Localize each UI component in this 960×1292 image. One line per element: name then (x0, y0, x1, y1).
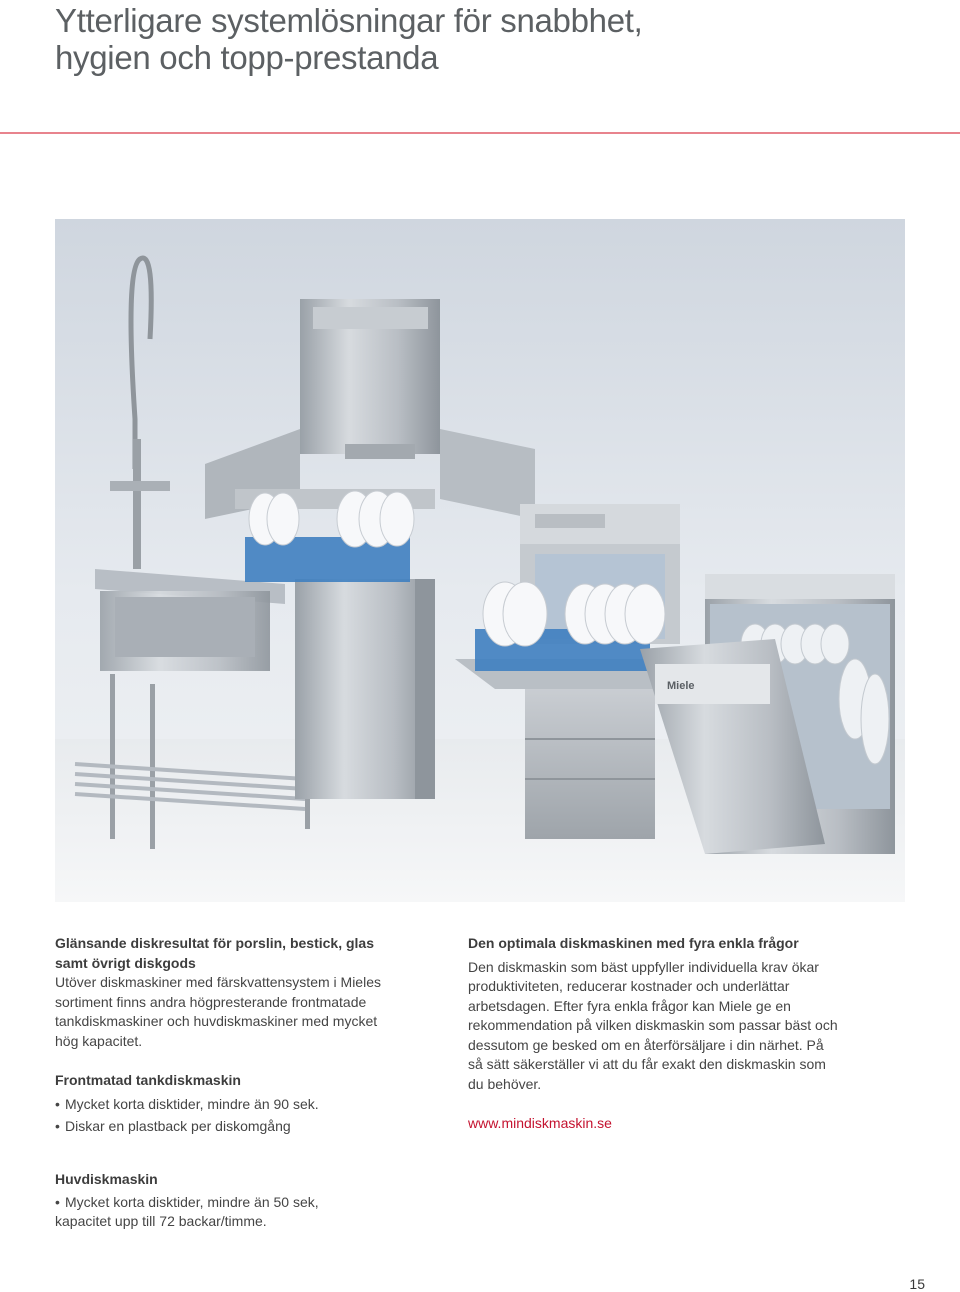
header-rule (0, 132, 960, 134)
bullet-icon: • (55, 1193, 60, 1210)
bottom-heading: Huvdiskmaskin (55, 1171, 158, 1187)
left-subheading: Frontmatad tankdiskmaskin (55, 1072, 241, 1088)
product-photo (55, 219, 905, 902)
bullet-icon: • (55, 1118, 60, 1134)
left-body: Utöver diskmaskiner med färskvattensystem i Mieles sortiment finns andra högpresterande frontmatade tankdiskmaskiner och huvdiskmaskiner med mycket hög kapacitet. (55, 974, 381, 1049)
bullet-icon: • (55, 1095, 60, 1112)
page-title-line-2: hygien och topp-prestanda (55, 39, 439, 76)
right-body: Den diskmaskin som bäst uppfyller individuella krav ökar produktiviteten, reducerar kostnader och underlättar arbetsdagen. Efter fyra enkla frågor kan Miele ge en rekommendation på vilken diskmaskin som passar bäst och dessutom ge besked om en återförsäljare i din närhet. På så sätt säkerställer vi att du får exakt den diskmaskin som du behöver. (468, 958, 838, 1092)
website-link[interactable]: www.mindiskmaskin.se (468, 1115, 612, 1131)
page-number: 15 (909, 1276, 925, 1292)
bottom-column (55, 1170, 400, 1232)
right-column (468, 934, 838, 1134)
list-item: • Mycket korta disktider, mindre än 90 sek. (55, 1095, 400, 1115)
right-heading: Den optimala diskmaskinen med fyra enkla frågor (468, 935, 799, 951)
page-title (55, 2, 915, 76)
page-title-line-1: Ytterligare systemlösningar för snabbhet, (55, 2, 643, 39)
miele-logo: Miele (667, 680, 695, 692)
left-column (55, 934, 400, 1137)
left-heading: Glänsande diskresultat för porslin, bestick, glas samt övrigt diskgods (55, 935, 374, 971)
list-item: • Mycket korta disktider, mindre än 50 sek, kapacitet upp till 72 backar/timme. (55, 1193, 319, 1229)
list-item: • Diskar en plastback per diskomgång (55, 1117, 400, 1137)
dishwashers-illustration (55, 219, 905, 902)
